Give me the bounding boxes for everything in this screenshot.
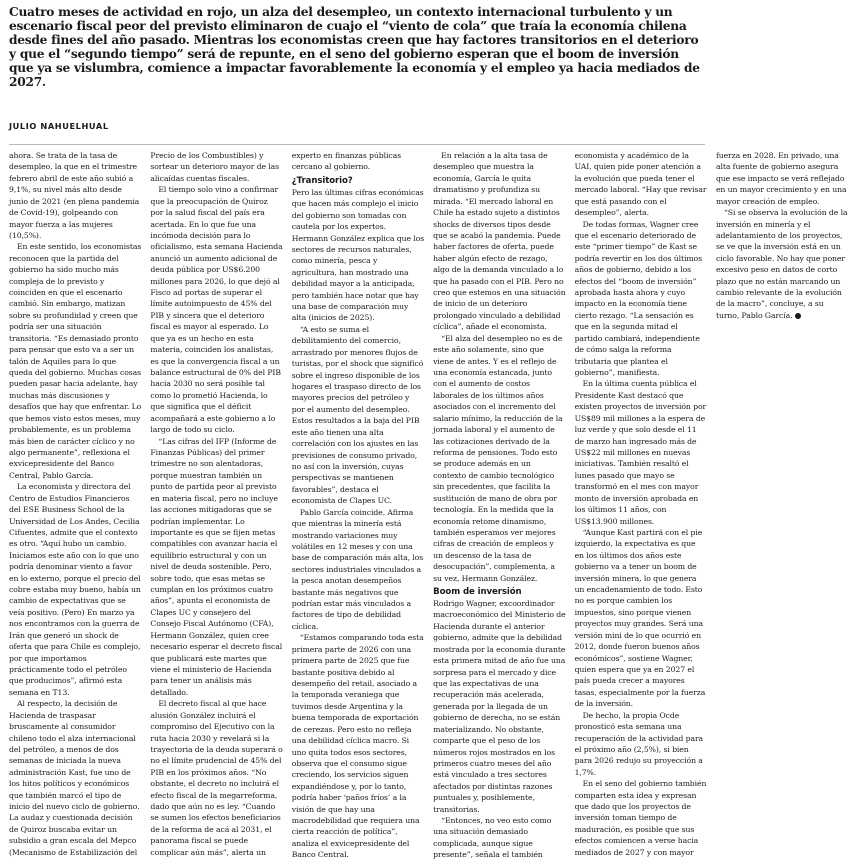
paragraph: “Las cifras del IFP (Informe de Finanzas Públicas) del primer trimestre no son alentadoras, porque muestran también un punto de partida peor al previsto en materia fiscal, pero no incluye las acciones mitigadoras que se podrían implementar. Lo importante es que se fijen metas compatibles con avanzar hacia el equilibrio estructural y con un nivel de deuda sostenible. Pero, sobre todo, que esas metas se cumplan en los próximos cuatro años”, apunta el economista de Clapes UC y consejero del Consejo Fiscal Autónomo (CFA), Hermann González, quien cree necesario esperar el decreto fiscal que publicará este martes que viene el ministerio de Hacienda para tener un análisis más detallado. — [150, 436, 283, 697]
paragraph: “El alza del desempleo no es de este año solamente, sino que viene de antes. Y es el reflejo de una economía estancada, junto con el aumento de costos laborales de los últimos años asociados con el incremento del salario mínimo, la reducción de la jornada laboral y el aumento de las cotizaciones derivado de la reforma de pensiones. Todo esto se produce además en un contexto de cambio tecnológico sin precedentes, que facilita la sustitución de mano de obra por tecnología. En la medida que la economía retome dinamismo, también esperamos ver mejores cifras de creación de empleos y un descenso de la tasa de desocupación”, complementa, a su vez, Hermann González. — [433, 333, 563, 583]
paragraph: El tiempo solo vino a confirmar que la preocupación de Quiroz por la salud fiscal del país era acertada. En lo que fue una incómoda decisión para lo oficialismo, esta semana Hacienda anunció un aumento adicional de deuda pública por US$6.200 millones para 2026, lo que dejó al Fisco ad portas de superar el límite autoimpuesto de 45% del PIB y sincera que el deterioro fiscal es mayor al esperado. Lo que ya es un hecho en esta materia, coinciden los analistas, es que la convergencia fiscal a un balance estructural de 0% del PIB hacia 2030 no será posible tal como lo prometió Hacienda, lo que significa que el déficit acompañará a este gobierno a lo largo de todo su ciclo. — [150, 185, 283, 435]
paragraph: ahora. Se trata de la tasa de desempleo, la que en el trimestre febrero abril de este año subió a 9,1%, su nivel más alto desde junio de 2021 (en plena pandemia de Covid-19), golpeando con mayor fuerza a las mujeres (10,5%). — [9, 151, 140, 240]
paragraph: Pero las últimas cifras económicas que hacen más complejo el inicio del gobierno son tomadas con cautela por los expertos. Hermann González explica que los sectores de recursos naturales, como minería, pesca y agricultura, han mostrado una debilidad mayor a la anticipada, pero también hace notar que hay una base de comparación muy alta (inicios de 2025). — [291, 187, 425, 323]
paragraph-text: “Si se observa la evolución de la inversión en minería y el adelantamiento de los proyectos, se ve que la inversión está en un ciclo favorable. No hay que poner excesivo peso en datos de corto plazo que no están marcando un cambio relevante de la evolución de la macro”, concluye, a su turno, Pablo García. — [715, 208, 848, 320]
paragraph — [716, 207, 848, 321]
paragraph: Pablo García coincide. Afirma que mientras la minería está mostrando variaciones muy volátiles en 12 meses y con una base de comparación más alta, los sectores industriales vinculados a la pesca anotan desempeños bastante más negativos que podrían estar más vinculados a factores de tipo de debilidad cíclica. — [291, 507, 424, 631]
paragraph: Al respecto, la decisión de Hacienda de traspasar bruscamente al consumidor chileno todo el alza internacional del petróleo, a menos de dos semanas de iniciada la nueva administración Kast, fue uno de los hitos políticos y económicos que también marcó el tipo de inicio del nuevo ciclo de gobierno. La audaz y cuestionada decisión de Quiroz buscaba evitar un subsidio a gran escala del Mepco (Mecanismo de Estabilización del Precio de los Combustibles) y sortear un deterioro mayor de las alicaídas cuentas fiscales. — [9, 151, 280, 857]
subheading-boom-inversion: Boom de inversión — [433, 587, 522, 598]
paragraph: “A esto se suma el debilitamiento del comercio, arrastrado por menores flujos de turistas, por el shock que significó sobre el ingreso disponible de los hogares el traspaso directo de los mayores precios del petróleo y por el aumento del desempleo. Estos resultados a la baja del PIB este año tienen una alta correlación con los ajustes en las previsiones de consumo privado, no así con la inversión, cuyas perspectivas se mantienen favorables”, destaca el economista de Clapes UC. — [291, 324, 424, 506]
paragraph: Rodrigo Wagner, excoordinador macroeconómico del Ministerio de Hacienda durante el anterior gobierno, admite que la debilidad mostrada por la economía durante esta primera mitad de año fue una sorpresa para el mercado y dice que las expectativas de una recuperación más acelerada, generada por la llegada de un gobierno de derecha, no se están materializando. No obstante, comparte que el peso de los números rojos mostrados en los primeros cuatro meses del año está vinculado a tres sectores afectados por distintas razones puntuales y, posiblemente, transitorias. — [433, 599, 566, 814]
article-lead: Cuatro meses de actividad en rojo, un alza del desempleo, un contexto internacional turbulento y un escenario fiscal peor del previsto eliminaron de cuajo el “viento de cola” que traía la economía chilena desde fines del año pasado. Mientras los economistas creen que hay factores transitorios en el deterioro y que el “segundo tiempo” será de repunte, en el seno del gobierno esperan que el boom de inversión que ya se vislumbra, comience a impactar favorablemente la economía y el empleo ya hacia mediados de 2027. — [9, 5, 700, 89]
end-of-article-icon — [795, 313, 801, 319]
byline: JULIO NAHUELHUAL — [9, 121, 109, 131]
paragraph: “Entonces, no veo esto como una situación demasiado complicada, aunque sigue presente”, señala el también economista y académico de la UAI, quien pide poner atención a la evolución que pueda tener el mercado laboral. “Hay que revisar que está pasando con el desempleo”, alerta. — [433, 151, 707, 860]
paragraph: De hecho, la propia Ocde pronosticó esta semana una recuperación de la actividad para el próximo año (2,5%), si bien para 2026 redujo su proyección a 1,7%. — [574, 710, 704, 777]
paragraph: “Estamos comparando toda esta primera parte de 2026 con una primera parte de 2025 que fue bastante positiva debido al desempeño del retail, asociado a la temporada veraniega que tuvimos desde Argentina y la buena temporada de exportación de cerezas. Pero esto no refleja una debilidad cíclica macro. Si uno quita todos esos sectores, observa que el consumo sigue creciendo, los servicios siguen expandiéndose y, por lo tanto, podría haber ‘paños fríos’ a la visión de que hay una macrodebilidad que requiera una cierta reacción de política”, analiza el exvicepresidente del Banco Central. — [291, 633, 424, 860]
paragraph: La economista y directora del Centro de Estudios Financieros del ESE Business School de la Universidad de Los Andes, Cecilia Cifuentes, admite que el contexto es otro. “Aquí hubo un cambio. Iniciamos este año con lo que uno podría denominar viento a favor en lo externo, porque el precio del cobre estaba muy bueno, había un cambio de expectativas que se veía positivo. (Pero) En marzo ya nos encontramos con la guerra de Irán que generó un shock de oferta que para Chile es complejo, por que importamos prácticamente todo el petróleo que producimos”, afirmó esta semana en T13. — [9, 482, 141, 697]
subheading-transitorio: ¿Transitorio? — [291, 175, 353, 186]
paragraph: En relación a la alta tasa de desempleo que muestra la economía, García le quita dramatismo y profundiza su mirada. “El mercado laboral en Chile ha estado sujeto a distintos shocks de diversos tipos desde que se acabó la pandemia. Puede haber factores de oferta, puede haber algún efecto de rezago, algo de la demanda vinculado a lo que ha pasado con el PIB. Pero no creo que estemos en una situación de inicio de un deterioro prolongado vinculado a debilidad cíclica”, añade el economista. — [433, 151, 566, 332]
paragraph: En la última cuenta pública el Presidente Kast destacó que existen proyectos de inversión por US$89 mil millones a la espera de luz verde y que solo desde el 11 de marzo han ingresado más de US$22 mil millones en nuevas iniciativas. También resaltó el lunes pasado que mayo se transformó en el mes con mayor monto de inversión aprobada en los últimos 11 años, con US$13.900 millones. — [574, 379, 707, 526]
paragraph: En el seno del gobierno también comparten esta idea y expresan que dado que los proyectos de inversión toman tiempo de maduración, es posible que sus efectos comiencen a verse hacia mediados de 2027 y con mayor fuerza en 2028. En privado, una alta fuente de gobierno asegura que ese impacto se verá reflejado en un mayor crecimiento y en una mayor creación de empleo. — [574, 151, 847, 857]
paragraph: En este sentido, los economistas reconocen que la partida del gobierno ha sido mucho más compleja de lo previsto y coinciden en que el escenario cambió. Sin embargo, matizan sobre su profundidad y creen que podría ser una situación transitoria. “Es demasiado pronto para pensar que esto va a ser un talón de Aquiles para lo que queda del gobierno. Muchas cosas pueden pasar hacia adelante, hay muchas más discusiones y desafíos que hay que enfrentar. Lo que hemos visto estos meses, muy probablemente, es un problema más bien de carácter cíclico y no algo permanente”, reflexiona el exvicepresidente del Banco Central, Pablo García. — [9, 242, 142, 480]
paragraph: De todas formas, Wagner cree que el escenario deteriorado de este “primer tiempo” de Kast se podría revertir en los dos últimos años de gobierno, debido a los efectos del “boom de inversión” aprobada hasta ahora y cuyo impacto en la economía tiene cierto rezago. “La sensación es que en la segunda mitad el partido cambiará, independiente de cómo salga la reforma tributaria que plantea el gobierno”, manifiesta. — [574, 219, 702, 378]
paragraph: El decreto fiscal al que hace alusión González incluirá el compromiso del Ejecutivo con la ruta hacia 2030 y revelará si la trayectoria de la deuda superará o no el límite prudencial de 45% del PIB en los próximos años. “No obstante, el decreto no incluirá el efecto fiscal de la megarreforma, dado que aún no es ley. “Cuando se sumen los efectos beneficiarios de la reforma de acá al 2031, el panorama fiscal se puede complicar aún más”, alerta un experto en finanzas públicas cercano al gobierno. — [150, 151, 401, 857]
paragraph: “Aunque Kast partirá con el pie izquierdo, la expectativa es que en los últimos dos años este gobierno va a tener un boom de inversión minera, lo que genera un encadenamiento de todo. Esto no es porque cambien los impuestos, sino porque vienen proyectos muy grandes. Será una versión mini de lo que ocurrió en 2012, donde fueron buenos años económicos”, sostiene Wagner, quien espera que ya en 2027 el país pueda crecer a mayores tasas, especialmente por la fuerza de la inversión. — [574, 527, 706, 709]
divider-rule — [9, 144, 705, 145]
article-body — [9, 150, 848, 862]
